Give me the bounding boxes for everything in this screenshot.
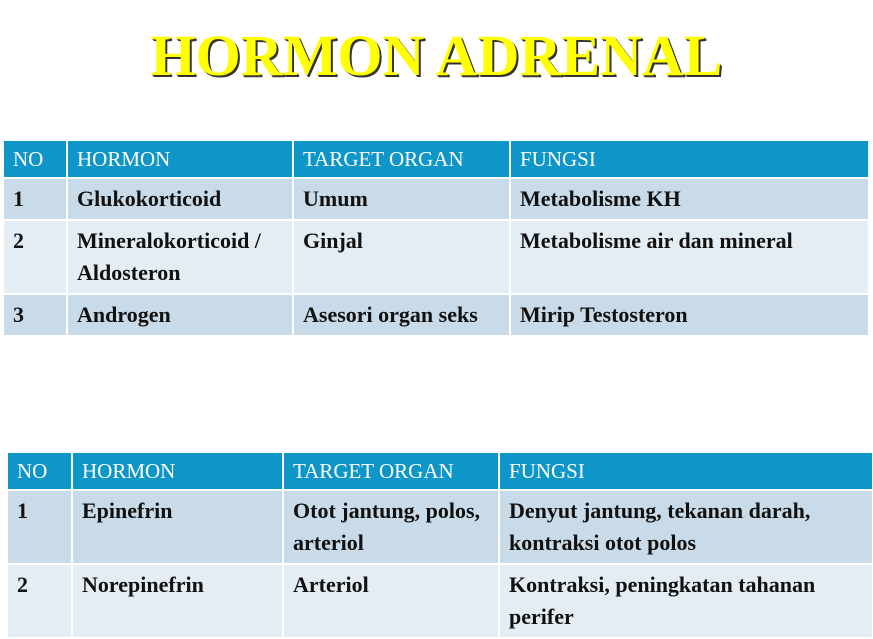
table-row [7, 490, 873, 564]
table-header-row [7, 452, 873, 490]
cell-hormon: Norepinefrin [72, 564, 283, 638]
cell-target-organ: Ginjal [293, 220, 510, 294]
cell-target-organ: Asesori organ seks [293, 294, 510, 336]
cell-no: 3 [3, 294, 67, 336]
header-no: NO [7, 452, 72, 490]
header-fungsi: FUNGSI [510, 140, 869, 178]
cell-no: 2 [3, 220, 67, 294]
table-row [3, 178, 869, 220]
cell-target-organ: Otot jantung, polos, arteriol [283, 490, 499, 564]
cell-hormon: Mineralokorticoid / Aldosteron [67, 220, 293, 294]
header-no: NO [3, 140, 67, 178]
cell-hormon: Glukokorticoid [67, 178, 293, 220]
cell-fungsi: Metabolisme air dan mineral [510, 220, 869, 294]
header-fungsi: FUNGSI [499, 452, 873, 490]
header-target-organ: TARGET ORGAN [293, 140, 510, 178]
header-hormon: HORMON [67, 140, 293, 178]
cell-fungsi: Mirip Testosteron [510, 294, 869, 336]
cell-no: 1 [3, 178, 67, 220]
table-row [7, 564, 873, 638]
cell-fungsi: Kontraksi, peningkatan tahanan perifer [499, 564, 873, 638]
adrenal-cortex-hormone-table [2, 139, 870, 337]
cell-hormon: Epinefrin [72, 490, 283, 564]
cell-no: 1 [7, 490, 72, 564]
cell-target-organ: Umum [293, 178, 510, 220]
cell-fungsi: Denyut jantung, tekanan darah, kontraksi otot polos [499, 490, 873, 564]
cell-target-organ: Arteriol [283, 564, 499, 638]
cell-no: 2 [7, 564, 72, 638]
table-row [3, 294, 869, 336]
cell-fungsi: Metabolisme KH [510, 178, 869, 220]
cell-hormon: Androgen [67, 294, 293, 336]
header-hormon: HORMON [72, 452, 283, 490]
header-target-organ: TARGET ORGAN [283, 452, 499, 490]
slide-title: HORMON ADRENAL [150, 23, 723, 88]
table-header-row [3, 140, 869, 178]
adrenal-medulla-hormone-table [6, 451, 873, 639]
table-row [3, 220, 869, 294]
